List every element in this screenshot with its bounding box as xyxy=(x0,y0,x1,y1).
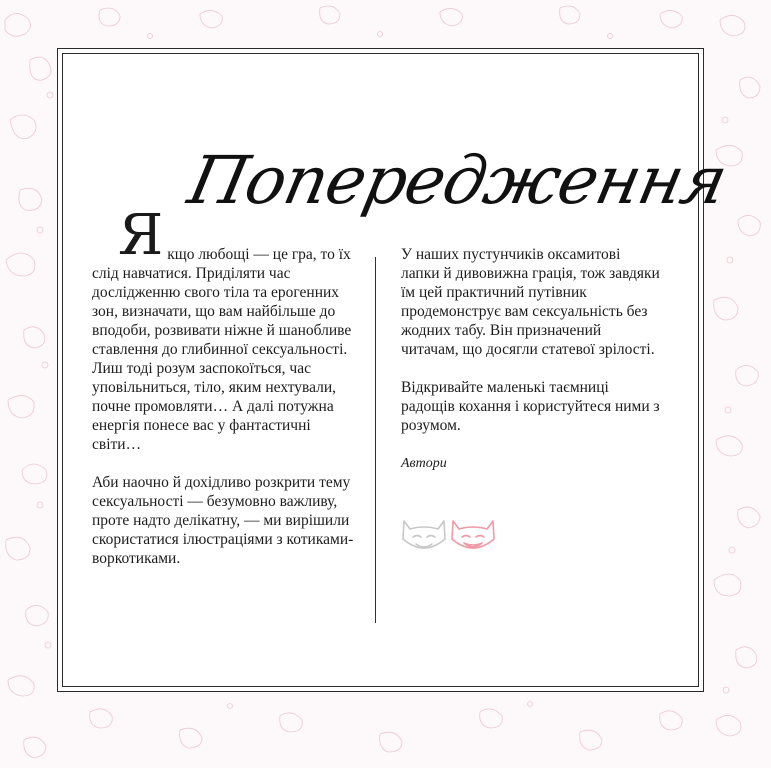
left-paragraph-2: Аби наочно й дохідливо розкрити тему сексуальності — безумовно важливу, проте надто делікатну, — ми вирішили скористатися ілюстраціями з котиками-воркотиками. xyxy=(92,474,354,567)
grey-cat-face-icon xyxy=(403,521,445,548)
page-title: Попередження xyxy=(181,142,734,219)
column-divider xyxy=(375,257,376,623)
cat-faces-icon xyxy=(400,513,500,555)
left-text-column xyxy=(92,203,362,568)
author-signature: Автори xyxy=(401,456,447,471)
left-paragraph-1: кщо любощі — це гра, то їх слід навчатися. Приділяти час дослідженню свого тіла та ерогенних зон, визначати, що вам найбільше до вподоби, розвивати ніжне й шанобливе ставлення до глибинної сексуальності. Лиш тоді розум заспокоїться, час уповільниться, тіло, яким нехтували, почне промовляти… А далі потужна енергія понесе вас у фантастичні світи… xyxy=(92,246,352,453)
right-text-column xyxy=(401,245,661,473)
drop-cap: Я xyxy=(118,203,164,268)
right-paragraph-2: Відкривайте маленькі таємниці радощів кохання і користуйтеся ними з розумом. xyxy=(401,379,660,434)
right-paragraph-1: У наших пустунчиків оксамитові лапки й дивовижна грація, тож завдяки їм цей практичний путівник продемонструє вам сексуальність без жодних табу. Він призначений читачам, що досягли статевої зрілості. xyxy=(401,246,660,358)
pink-cat-face-icon xyxy=(452,521,494,548)
